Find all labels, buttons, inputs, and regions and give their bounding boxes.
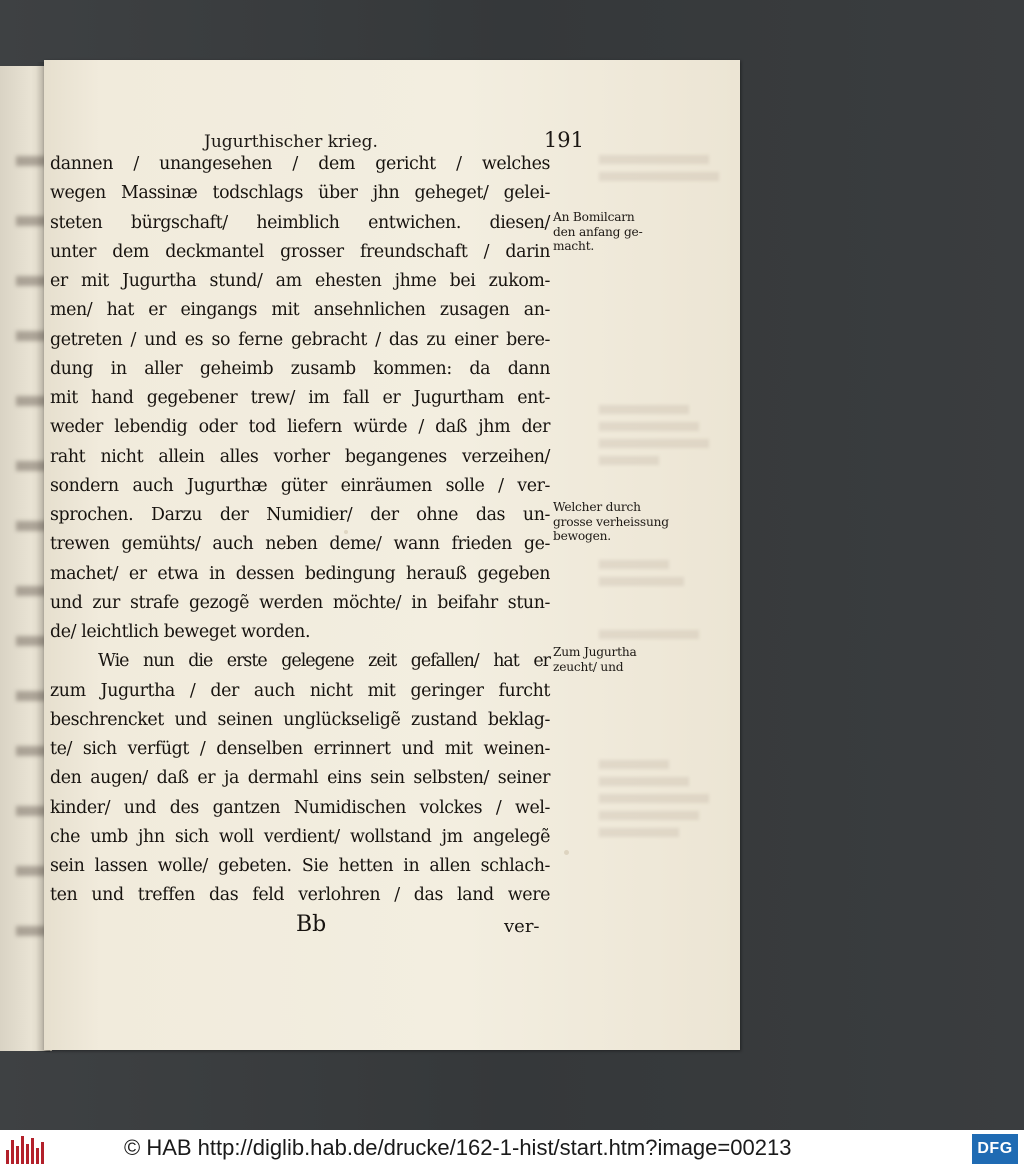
text-line: kinder/ und des gantzen Numidischen volckes / wel- bbox=[50, 797, 550, 818]
running-title: Jugurthischer krieg. bbox=[204, 132, 378, 152]
text-line: dannen / unangesehen / dem gericht / welches bbox=[50, 154, 550, 174]
margin-note bbox=[553, 645, 683, 674]
signature-mark: Bb bbox=[296, 912, 327, 937]
page-number: 191 bbox=[543, 128, 584, 152]
text-line: getreten / und es so ferne gebracht / das zu einer bere- bbox=[50, 329, 550, 350]
dfg-logo[interactable]: DFG bbox=[972, 1134, 1018, 1164]
text-line: Wie nun die erste gelegene zeit gefallen/ hat er bbox=[98, 651, 550, 672]
margin-note bbox=[553, 500, 683, 544]
text-line: unter dem deckmantel grosser freundschaft / darin bbox=[50, 241, 550, 262]
margin-note-line: An Bomilcarn bbox=[553, 210, 635, 224]
text-line: men/ hat er eingangs mit ansehnlichen zusagen an- bbox=[50, 300, 550, 321]
body-text bbox=[50, 150, 550, 911]
text-line: zum Jugurtha / der auch nicht mit geringer furcht bbox=[50, 680, 550, 701]
margin-note-line: Zum Jugurtha bbox=[553, 645, 637, 659]
footer-bar bbox=[0, 1130, 1024, 1168]
text-line: beschrencket und seinen unglückseligẽ zustand beklag- bbox=[50, 709, 550, 730]
margin-note-line: macht. bbox=[553, 239, 595, 253]
text-line: sondern auch Jugurthæ güter einräumen solle / ver- bbox=[50, 475, 550, 496]
text-line: und zur strafe gezogẽ werden möchte/ in beifahr stun- bbox=[50, 592, 550, 613]
text-line: er mit Jugurtha stund/ am ehesten jhme bei zukom- bbox=[50, 271, 550, 291]
margin-note-line: bewogen. bbox=[553, 529, 611, 543]
text-line: sprochen. Darzu der Numidier/ der ohne das un- bbox=[50, 505, 550, 525]
text-line: trewen gemühts/ auch neben deme/ wann frieden ge- bbox=[50, 534, 550, 555]
text-line: che umb jhn sich woll verdient/ wollstand jm angelegẽ bbox=[50, 826, 550, 847]
margin-note-line: Welcher durch bbox=[553, 500, 641, 514]
copyright-link[interactable]: © HAB http://diglib.hab.de/drucke/162-1-hist/start.htm?image=00213 bbox=[124, 1135, 792, 1160]
book-page bbox=[44, 60, 740, 1050]
hab-logo[interactable] bbox=[6, 1134, 46, 1164]
text-line: de/ leichtlich beweget worden. bbox=[50, 622, 311, 642]
text-line: den augen/ daß er ja dermahl eins sein selbsten/ seiner bbox=[50, 768, 550, 789]
text-line: wegen Massinæ todschlags über jhn geheget/ gelei- bbox=[50, 183, 550, 204]
text-line: machet/ er etwa in dessen bedingung herauß gegeben bbox=[50, 563, 550, 584]
text-line: steten bürgschaft/ heimblich entwichen. diesen/ bbox=[50, 212, 550, 233]
text-line: sein lassen wolle/ gebeten. Sie hetten in allen schlach- bbox=[50, 856, 550, 876]
text-line: weder lebendig oder tod liefern würde / daß jhm der bbox=[50, 417, 550, 438]
text-line: dung in aller geheimb zusamb kommen: da dann bbox=[50, 358, 550, 379]
margin-note-line: den anfang ge- bbox=[553, 224, 643, 239]
text-line: mit hand gegebener trew/ im fall er Jugurtham ent- bbox=[50, 388, 550, 408]
text-line: raht nicht allein alles vorher begangenes verzeihen/ bbox=[50, 446, 550, 467]
margin-note-line: grosse verheissung bbox=[553, 514, 669, 529]
margin-note-line: zeucht/ und bbox=[553, 659, 624, 674]
catchword: ver- bbox=[504, 916, 540, 937]
text-line: ten und treffen das feld verlohren / das land were bbox=[50, 885, 550, 906]
text-line: te/ sich verfügt / denselben errinnert und mit weinen- bbox=[50, 739, 550, 759]
margin-note bbox=[553, 210, 683, 254]
